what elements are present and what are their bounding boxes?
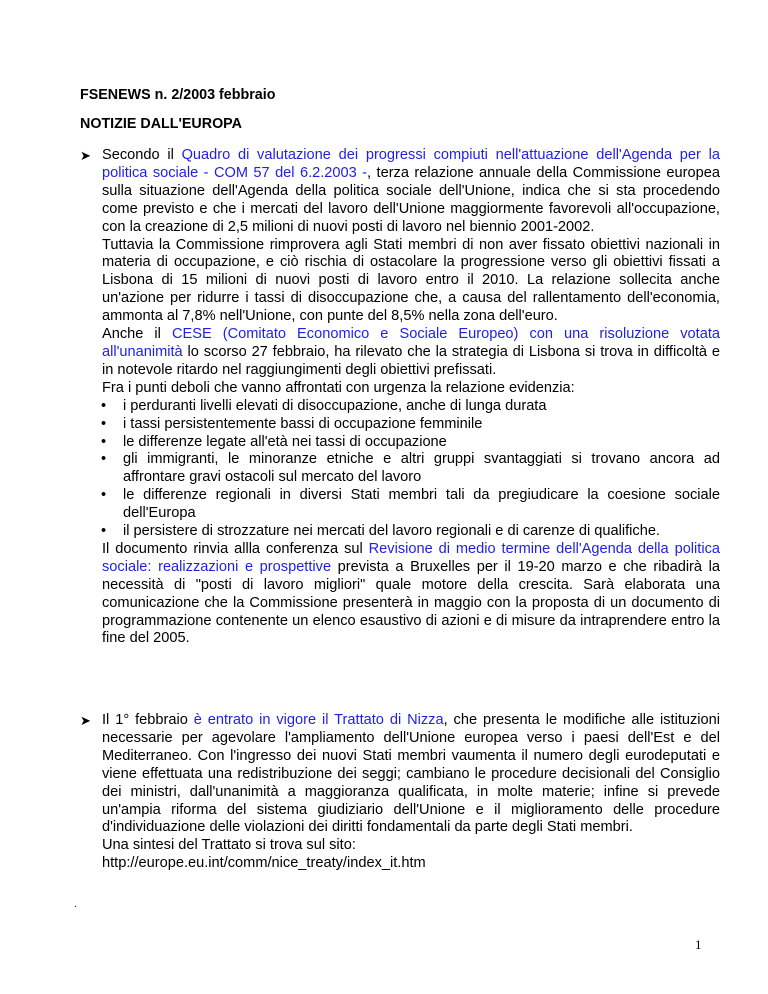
news-item-1 bbox=[80, 147, 720, 648]
weak-points-list bbox=[80, 398, 720, 541]
dot-bullet-icon: • bbox=[101, 487, 107, 504]
list-item bbox=[101, 487, 720, 523]
newsletter-title: FSENEWS n. 2/2003 febbraio bbox=[80, 87, 276, 103]
list-item bbox=[101, 451, 720, 487]
dot-bullet-icon: • bbox=[101, 397, 107, 414]
link-quadro-valutazione[interactable]: Quadro di valutazione dei progressi compiuti nell'attuazione dell'Agenda per la politica sociale - COM 57 del 6.2.2003 - bbox=[102, 147, 720, 181]
list-item-text: il persistere di strozzature nei mercati del lavoro regionali e di carenze di qualifiche. bbox=[123, 523, 660, 540]
dot-bullet-icon: • bbox=[101, 415, 107, 432]
list-item bbox=[101, 397, 720, 416]
item1-paragraph-1 bbox=[102, 147, 720, 237]
list-item-text: gli immigranti, le minoranze etniche e altri gruppi svantaggiati si trovano ancora ad affrontare gravi ostacoli sul mercato del lavoro bbox=[123, 451, 720, 486]
text: Il 1° febbraio bbox=[102, 712, 194, 728]
text: Secondo il bbox=[102, 147, 182, 163]
list-item bbox=[101, 523, 720, 541]
link-trattato-nizza[interactable]: è entrato in vigore il Trattato di Nizza bbox=[193, 712, 444, 728]
stray-mark: . bbox=[74, 899, 77, 910]
page-number: 1 bbox=[695, 937, 702, 952]
text: , che presenta le modifiche alle istituzioni necessarie per agevolare l'ampliamento dell'Unione europea verso i paesi dell'Est e del Mediterraneo. Con l'ingresso dei nuovi Stati membri vaumenta il numero degli eurodeputati e viene effettuata una redistribuzione dei seggi; cambiano le procedure decisionali del Consiglio dei ministri, dall'unanimità a maggioranza qualificata, in molte materie; infine si prevede un'ampia riforma del sistema giudiziario dell'Unione e il miglioramento delle procedure d'individuazione delle violazioni dei diritti fondamentali da parte degli Stati membri. bbox=[102, 712, 720, 836]
text: Il documento rinvia allla conferenza sul bbox=[102, 540, 369, 557]
dot-bullet-icon: • bbox=[101, 451, 107, 468]
dot-bullet-icon: • bbox=[101, 433, 107, 450]
item1-paragraph-4: Fra i punti deboli che vanno affrontati con urgenza la relazione evidenzia: bbox=[102, 379, 575, 396]
link-revisione-medio-termine[interactable]: Revisione di medio termine dell'Agenda della politica sociale: realizzazioni e prospettive bbox=[102, 540, 721, 575]
text: , terza relazione annuale della Commissione europea sulla situazione dell'Agenda della politica sociale dell'Unione, indica che si sta procedendo come previsto e che i mercati del lavoro dell'Unione maggiormente favorevoli all'occupazione, con la creazione di 2,5 milioni di nuovi posti di lavoro nel biennio 2001-2002. bbox=[102, 164, 720, 235]
arrow-bullet-icon: ➤ bbox=[80, 713, 91, 728]
item2-paragraph-1 bbox=[102, 712, 720, 837]
arrow-bullet-icon: ➤ bbox=[80, 148, 91, 163]
item1-paragraph-2: Tuttavia la Commissione rimprovera agli Stati membri di non aver fissato obiettivi nazionali in materia di occupazione, e ciò rischia di ostacolare la progressione verso gli obiettivi fissati a Lisbona di 15 milioni di nuovi posti di lavoro entro il 2010. La relazione sollecita anche un'azione per ridurre i tassi di disoccupazione che, a causa del rallentamento dell'economia, ammonta al 7,8% nell'Unione, con punte del 8,5% nella zona dell'euro. bbox=[102, 236, 720, 325]
list-item-text: le differenze legate all'età nei tassi di occupazione bbox=[123, 433, 447, 450]
item1-paragraph-5 bbox=[102, 541, 720, 648]
list-item bbox=[101, 433, 720, 452]
list-item bbox=[101, 415, 720, 434]
dot-bullet-icon: • bbox=[101, 523, 107, 540]
list-item-text: i tassi persistentemente bassi di occupazione femminile bbox=[123, 415, 483, 432]
section-heading: NOTIZIE DALL'EUROPA bbox=[80, 116, 242, 132]
list-item-text: le differenze regionali in diversi Stati membri tali da pregiudicare la coesione sociale dell'Europa bbox=[123, 487, 720, 522]
link-cese-risoluzione[interactable]: CESE (Comitato Economico e Sociale Europeo) con una risoluzione votata all'unanimità bbox=[102, 326, 720, 360]
news-item-2 bbox=[80, 712, 720, 873]
item1-paragraph-3 bbox=[102, 326, 720, 380]
text: Anche il bbox=[102, 326, 172, 343]
item2-paragraph-2: Una sintesi del Trattato si trova sul sito: bbox=[102, 837, 356, 854]
list-item-text: i perduranti livelli elevati di disoccupazione, anche di lunga durata bbox=[123, 397, 547, 414]
treaty-url[interactable]: http://europe.eu.int/comm/nice_treaty/index_it.htm bbox=[102, 855, 426, 872]
text: lo scorso 27 febbraio, ha rilevato che la strategia di Lisbona si trova in difficoltà e in notevole ritardo nel raggiungimenti degli obiettivi prefissati. bbox=[102, 343, 720, 378]
text: prevista a Bruxelles per il 19-20 marzo e che ribadirà la necessità di "posti di lavoro migliori" quale motore della crescita. Sarà elaborata una comunicazione che la Commissione presenterà in maggio con la proposta di un documento di programmazione contenente un elenco esaustivo di azioni e di misure da intraprendere entro la fine del 2005. bbox=[102, 558, 720, 647]
